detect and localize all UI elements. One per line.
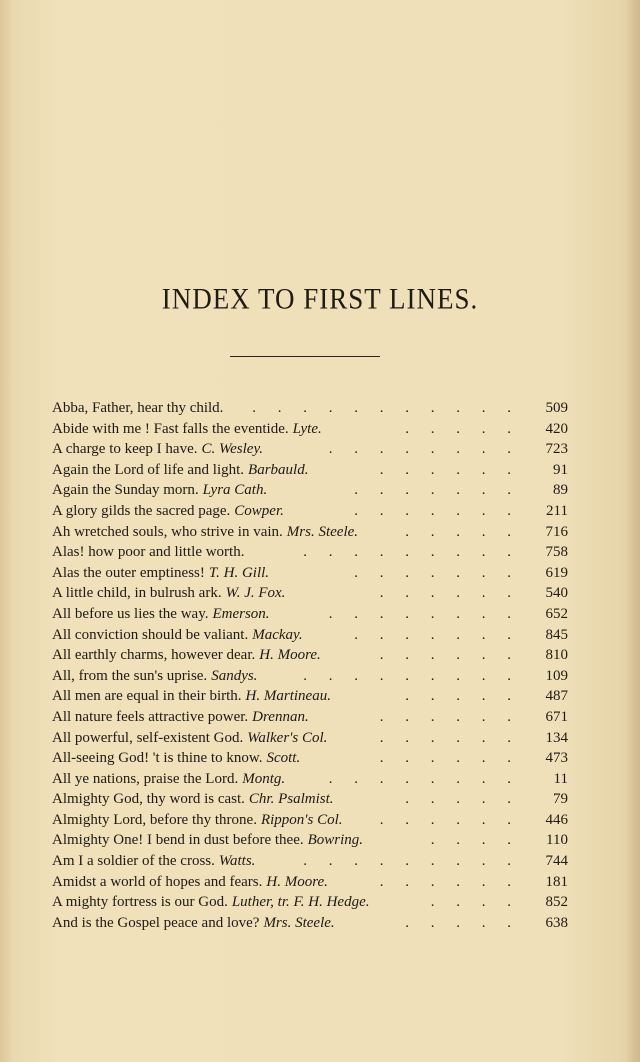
author-name: C. Wesley.: [201, 441, 264, 458]
index-entry: [52, 419, 568, 440]
author-name: Bowring.: [307, 832, 364, 849]
first-line-text: All before us lies the way.: [52, 605, 209, 622]
dot-leader: . . . . . . . .: [328, 605, 520, 622]
first-line-text: All nature feels attractive power.: [52, 708, 249, 725]
author-name: H. Moore.: [266, 873, 328, 890]
hymn-number: 652: [545, 605, 568, 622]
index-entry: [52, 686, 568, 707]
dot-leader: . . . . . .: [379, 647, 520, 664]
hymn-number: 446: [545, 811, 568, 828]
author-name: Lyra Cath.: [202, 482, 268, 499]
author-name: Luther, tr. F. H. Hedge.: [231, 894, 370, 911]
index-entry: [52, 913, 568, 934]
author-name: Emerson.: [212, 605, 270, 622]
index-entry: [52, 439, 568, 460]
index-entry: [52, 728, 568, 749]
index-entry: [52, 522, 568, 543]
hymn-number: 91: [553, 461, 568, 478]
author-name: Rippon's Col.: [260, 811, 343, 828]
index-entry: [52, 810, 568, 831]
index-entry: [52, 892, 568, 913]
dot-leader: . . . . . . . .: [328, 770, 520, 787]
hymn-number: 845: [545, 626, 568, 643]
hymn-number: 420: [545, 420, 568, 437]
index-entry: [52, 460, 568, 481]
dot-leader: . . . . .: [405, 420, 520, 437]
dot-leader: . . . . . .: [379, 729, 520, 746]
author-name: Scott.: [266, 750, 301, 767]
first-line-text: Almighty God, thy word is cast.: [52, 791, 245, 808]
first-line-text: Almighty Lord, before thy throne.: [52, 811, 257, 828]
author-name: Mrs. Steele.: [263, 914, 335, 931]
author-name: Cowper.: [234, 502, 284, 519]
hymn-number: 638: [545, 914, 568, 931]
author-name: Watts.: [218, 853, 256, 870]
index-entry: [52, 645, 568, 666]
dot-leader: . . . . . .: [379, 811, 520, 828]
hymn-number: 134: [545, 729, 568, 746]
first-line-text: Alas! how poor and little worth.: [52, 544, 245, 561]
hymn-number: 540: [545, 585, 568, 602]
index-entry: [52, 398, 568, 419]
first-line-text: Am I a soldier of the cross.: [52, 853, 215, 870]
first-line-text: All, from the sun's uprise.: [52, 667, 208, 684]
dot-leader: . . . .: [430, 894, 520, 911]
dot-leader: . . . . . . .: [354, 482, 520, 499]
first-line-text: All earthly charms, however dear.: [52, 647, 256, 664]
hymn-number: 473: [545, 750, 568, 767]
hymn-number: 758: [545, 544, 568, 561]
hymn-number: 181: [545, 873, 568, 890]
dot-leader: . . . . . . . . .: [303, 544, 520, 561]
dot-leader: . . . . . .: [379, 461, 520, 478]
title-divider: [230, 356, 380, 357]
hymn-number: 716: [545, 523, 568, 540]
index-entry: [52, 748, 568, 769]
first-line-text: All ye nations, praise the Lord.: [52, 770, 239, 787]
author-name: H. Moore.: [259, 647, 321, 664]
first-line-text: All conviction should be valiant.: [52, 626, 249, 643]
first-line-text: Ah wretched souls, who strive in vain.: [52, 523, 283, 540]
index-entry: [52, 789, 568, 810]
index-entry: [52, 625, 568, 646]
hymn-number: 723: [545, 441, 568, 458]
hymn-number: 671: [545, 708, 568, 725]
dot-leader: . . . . . .: [379, 585, 520, 602]
dot-leader: . . . . . .: [379, 708, 520, 725]
index-entry: [52, 542, 568, 563]
first-line-text: All men are equal in their birth.: [52, 688, 242, 705]
index-entry: [52, 666, 568, 687]
dot-leader: . . . . . .: [379, 873, 520, 890]
hymn-number: 810: [545, 647, 568, 664]
hymn-number: 509: [545, 400, 568, 416]
first-line-text: All-seeing God! 't is thine to know.: [52, 750, 263, 767]
author-name: H. Martineau.: [245, 688, 331, 705]
first-line-text: Almighty One! I bend in dust before thee.: [52, 832, 304, 849]
author-name: Montg.: [242, 770, 286, 787]
index-entry: [52, 604, 568, 625]
hymn-number: 89: [553, 482, 568, 499]
dot-leader: . . . . . . . . . . .: [252, 400, 520, 416]
author-name: Sandys.: [211, 667, 258, 684]
hymn-number: 11: [553, 770, 568, 787]
dot-leader: . . . . . .: [379, 750, 520, 767]
index-entry: [52, 851, 568, 872]
index-entry: [52, 583, 568, 604]
author-name: Drennan.: [252, 708, 309, 725]
dot-leader: . . . . . . .: [354, 564, 520, 581]
dot-leader: . . . . .: [405, 791, 520, 808]
first-line-text: A charge to keep I have.: [52, 441, 198, 458]
index-entry: [52, 501, 568, 522]
hymn-number: 109: [545, 667, 568, 684]
dot-leader: . . . .: [430, 832, 520, 849]
first-line-text: A glory gilds the sacred page.: [52, 502, 231, 519]
dot-leader: . . . . . . .: [354, 626, 520, 643]
index-entry: [52, 830, 568, 851]
first-line-text: Abba, Father, hear thy child.: [52, 400, 224, 416]
first-line-text: Again the Lord of life and light.: [52, 461, 245, 478]
hymn-number: 79: [553, 791, 568, 808]
index-entry: [52, 872, 568, 893]
hymn-number: 211: [546, 502, 568, 519]
dot-leader: . . . . .: [405, 914, 520, 931]
hymn-number: 619: [545, 564, 568, 581]
dot-leader: . . . . .: [405, 523, 520, 540]
dot-leader: . . . . . . . . .: [303, 667, 520, 684]
first-line-text: And is the Gospel peace and love?: [52, 914, 260, 931]
hymn-number: 852: [545, 894, 568, 911]
index-entry: [52, 707, 568, 728]
first-line-text: A little child, in bulrush ark.: [52, 585, 222, 602]
author-name: W. J. Fox.: [225, 585, 286, 602]
first-lines-index: [52, 398, 568, 933]
dot-leader: . . . . .: [405, 688, 520, 705]
dot-leader: . . . . . . .: [354, 502, 520, 519]
author-name: Lyte.: [292, 420, 322, 437]
author-name: Barbauld.: [248, 461, 309, 478]
dot-leader: . . . . . . . . .: [303, 853, 520, 870]
first-line-text: A mighty fortress is our God.: [52, 894, 228, 911]
first-line-text: Amidst a world of hopes and fears.: [52, 873, 263, 890]
first-line-text: Abide with me ! Fast falls the eventide.: [52, 420, 289, 437]
hymn-number: 744: [545, 853, 568, 870]
hymn-number: 110: [546, 832, 568, 849]
dot-leader: . . . . . . . .: [328, 441, 520, 458]
author-name: Mrs. Steele.: [286, 523, 359, 540]
index-entry: [52, 563, 568, 584]
author-name: Walker's Col.: [247, 729, 328, 746]
author-name: Chr. Psalmist.: [248, 791, 334, 808]
first-line-text: Alas the outer emptiness!: [52, 564, 205, 581]
first-line-text: All powerful, self-existent God.: [52, 729, 244, 746]
index-entry: [52, 480, 568, 501]
index-entry: [52, 769, 568, 790]
page-title: INDEX TO FIRST LINES.: [161, 282, 479, 316]
hymn-number: 487: [545, 688, 568, 705]
first-line-text: Again the Sunday morn.: [52, 482, 199, 499]
author-name: T. H. Gill.: [208, 564, 270, 581]
author-name: Mackay.: [252, 626, 303, 643]
